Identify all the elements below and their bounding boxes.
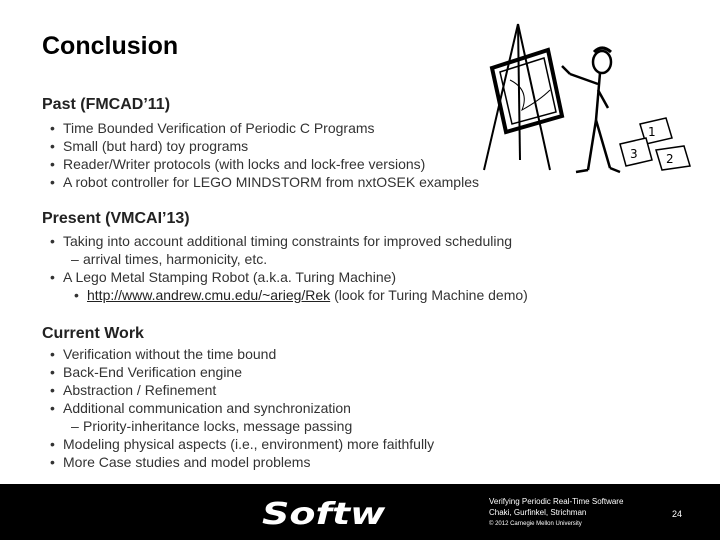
logo-text: Softw [262, 496, 386, 532]
list-item: • Back-End Verification engine [48, 363, 434, 381]
list-item: • Small (but hard) toy programs [48, 137, 479, 155]
footer-copyright: © 2012 Carnegie Mellon University [489, 521, 582, 527]
sub-list-item: – arrival times, harmonicity, etc. [48, 250, 528, 268]
list-item: • Verification without the time bound [48, 345, 434, 363]
software-logo [0, 484, 480, 540]
slide-title: Conclusion [42, 32, 179, 60]
past-heading: Past (FMCAD’11) [42, 96, 171, 113]
stick-figure-icon [562, 48, 620, 172]
list-item: • A robot controller for LEGO MINDSTORM from nxtOSEK examples [48, 173, 479, 191]
page-number: 24 [672, 509, 683, 519]
current-list [48, 345, 434, 471]
svg-text:3: 3 [630, 147, 638, 161]
list-item: • Taking into account additional timing constraints for improved scheduling [48, 232, 528, 250]
list-item: • Abstraction / Refinement [48, 381, 434, 399]
past-list [48, 119, 479, 191]
footer-line2: Chaki, Gurfinkel, Strichman [489, 508, 587, 517]
sub-list-item: – Priority-inheritance locks, message passing [48, 417, 434, 435]
list-item: • Time Bounded Verification of Periodic C Programs [48, 119, 479, 137]
list-item: • Additional communication and synchronization [48, 399, 434, 417]
footer-bar [0, 484, 720, 540]
stick-figure-painter-illustration [470, 20, 710, 190]
svg-text:1: 1 [648, 125, 656, 139]
present-list [48, 232, 528, 304]
present-heading: Present (VMCAI’13) [42, 210, 190, 227]
speed-lines-icon [0, 492, 260, 528]
list-item: • More Case studies and model problems [48, 453, 434, 471]
list-item: • Modeling physical aspects (i.e., environment) more faithfully [48, 435, 434, 453]
paper-sheets-icon [620, 118, 690, 170]
list-item: • Reader/Writer protocols (with locks and lock-free versions) [48, 155, 479, 173]
list-item: • A Lego Metal Stamping Robot (a.k.a. Turing Machine) [48, 268, 528, 286]
easel-icon [484, 24, 562, 170]
footer-title [489, 496, 623, 518]
current-heading: Current Work [42, 325, 144, 342]
footer-line1: Verifying Periodic Real-Time Software [489, 497, 624, 506]
turing-machine-link[interactable]: http://www.andrew.cmu.edu/~arieg/Rek [87, 287, 331, 303]
link-suffix: (look for Turing Machine demo) [330, 287, 528, 303]
sub-list-item [48, 286, 528, 304]
svg-text:2: 2 [666, 152, 674, 166]
